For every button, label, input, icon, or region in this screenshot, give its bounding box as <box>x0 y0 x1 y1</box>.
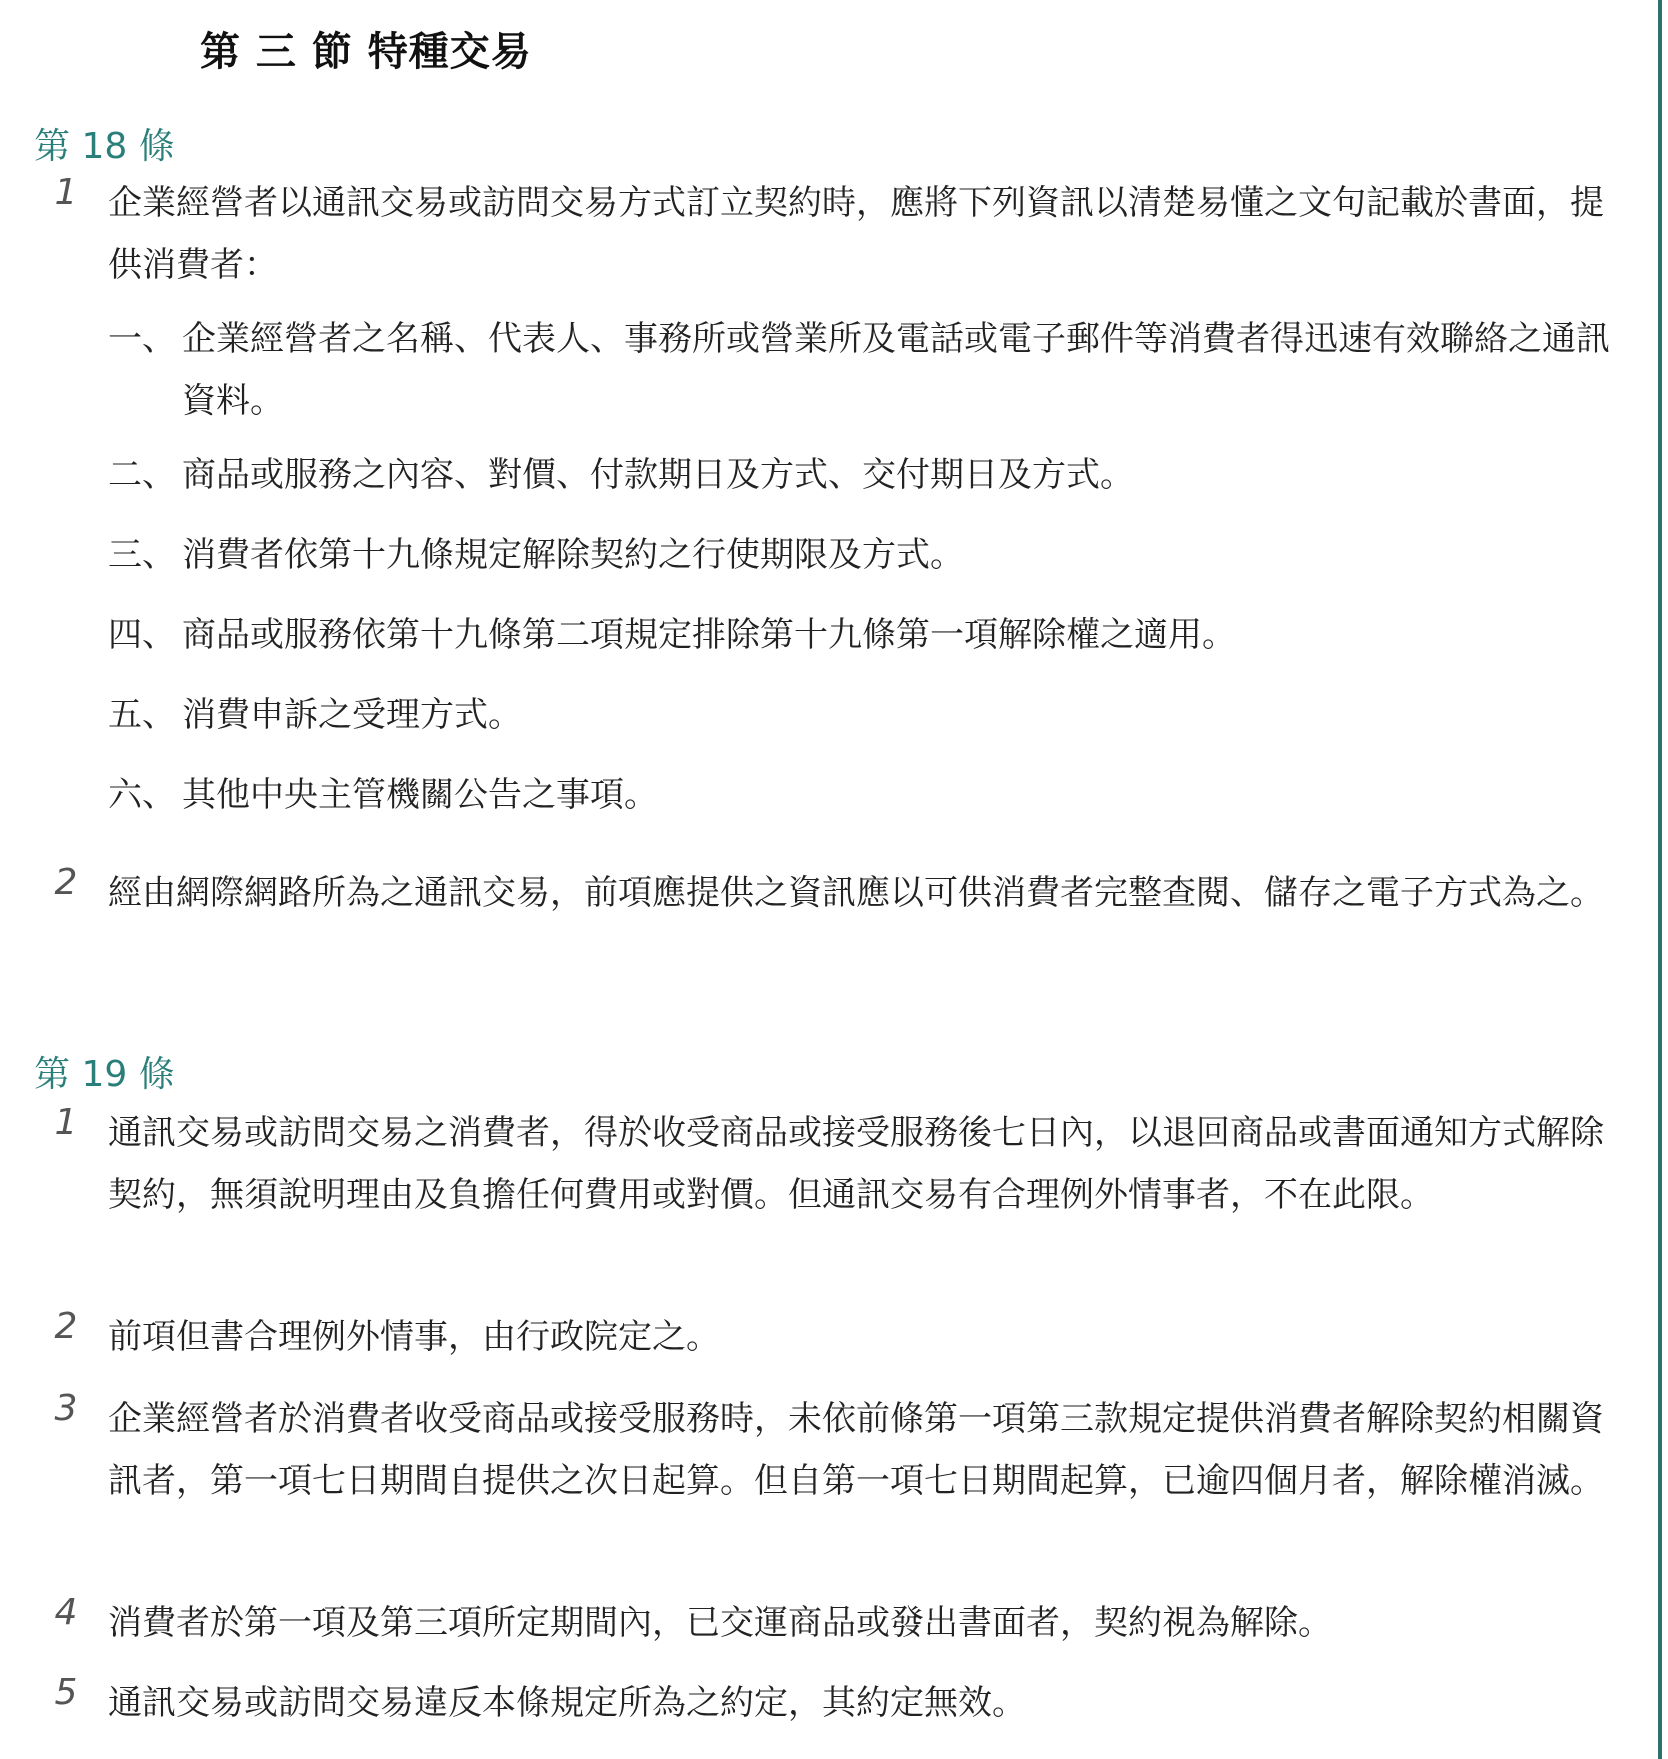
right-edge-rule <box>1658 0 1662 1759</box>
paragraph-number: 4 <box>54 1592 78 1633</box>
paragraph-text: 經由網際網路所為之通訊交易，前項應提供之資訊應以可供消費者完整查閱、儲存之電子方式為之。 <box>108 873 1604 913</box>
item-text: 商品或服務依第十九條第二項規定排除第十九條第一項解除權之適用。 <box>182 615 1236 655</box>
paragraph-text: 通訊交易或訪問交易之消費者，得於收受商品或接受服務後七日內，以退回商品或書面通知方式解除契約，無須說明理由及負擔任何費用或對價。但通訊交易有合理例外情事者，不在此限。 <box>108 1113 1604 1215</box>
paragraph-number: 1 <box>54 1102 78 1143</box>
section-title: 第 三 節 特種交易 <box>200 29 532 75</box>
paragraph-number: 2 <box>54 862 78 903</box>
paragraph-text: 前項但書合理例外情事，由行政院定之。 <box>108 1317 720 1357</box>
item-marker: 六、 <box>108 775 176 815</box>
item-marker: 四、 <box>108 615 176 655</box>
item-marker: 三、 <box>108 535 176 575</box>
article-18-title[interactable]: 第 18 條 <box>34 126 175 167</box>
paragraph-number: 1 <box>54 172 78 213</box>
paragraph-text: 消費者於第一項及第三項所定期間內，已交運商品或發出書面者，契約視為解除。 <box>108 1603 1332 1643</box>
article-19-title[interactable]: 第 19 條 <box>34 1054 175 1095</box>
item-text: 消費申訴之受理方式。 <box>182 695 522 735</box>
item-marker: 一、 <box>108 319 176 359</box>
item-marker: 五、 <box>108 695 176 735</box>
item-text: 其他中央主管機關公告之事項。 <box>182 775 658 815</box>
item-marker: 二、 <box>108 455 176 495</box>
item-text: 商品或服務之內容、對價、付款期日及方式、交付期日及方式。 <box>182 455 1134 495</box>
item-text: 企業經營者之名稱、代表人、事務所或營業所及電話或電子郵件等消費者得迅速有效聯絡之通訊資料。 <box>182 319 1610 421</box>
paragraph-number: 5 <box>54 1672 78 1713</box>
paragraph-text: 通訊交易或訪問交易違反本條規定所為之約定，其約定無效。 <box>108 1683 1026 1723</box>
paragraph-number: 3 <box>54 1388 78 1429</box>
paragraph-number: 2 <box>54 1306 78 1347</box>
paragraph-text: 企業經營者以通訊交易或訪問交易方式訂立契約時，應將下列資訊以清楚易懂之文句記載於書面，提供消費者： <box>108 183 1604 285</box>
item-text: 消費者依第十九條規定解除契約之行使期限及方式。 <box>182 535 964 575</box>
paragraph-text: 企業經營者於消費者收受商品或接受服務時，未依前條第一項第三款規定提供消費者解除契約相關資訊者，第一項七日期間自提供之次日起算。但自第一項七日期間起算，已逾四個月者，解除權消滅。 <box>108 1399 1604 1501</box>
